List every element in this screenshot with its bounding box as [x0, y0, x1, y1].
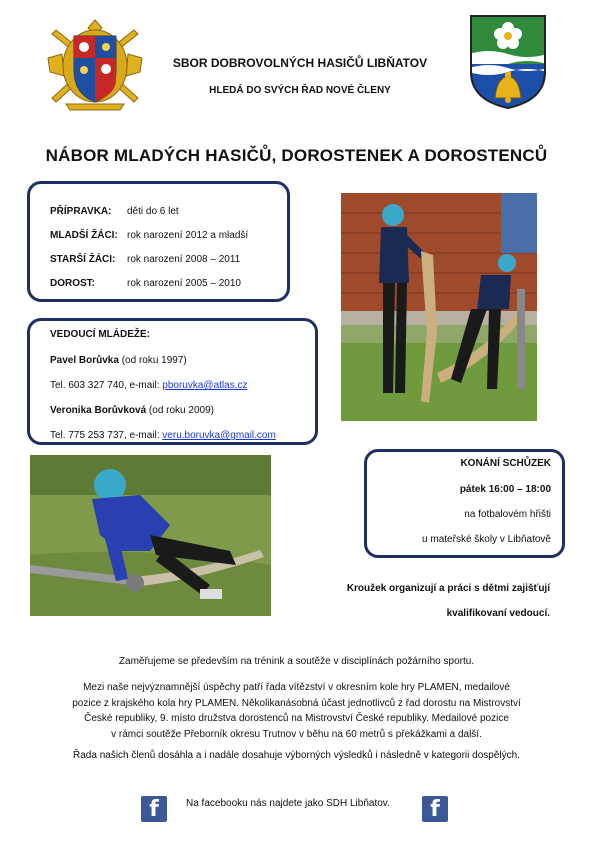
leader-since: (od roku 1997) [118, 355, 187, 366]
meetings-heading: KONÁNÍ SCHŮZEK [460, 458, 551, 469]
photo-firefighter-connecting-hose [30, 455, 271, 616]
category-label: DOROST: [50, 278, 95, 289]
leader-phone: Tel. 775 253 737, e-mail: [50, 430, 163, 441]
organization-subtitle: HLEDÁ DO SVÝCH ŘAD NOVÉ ČLENY [209, 85, 391, 96]
page-title: NÁBOR MLADÝCH HASIČŮ, DOROSTENEK A DOROSTENCŮ [45, 146, 548, 165]
facebook-text: Na facebooku nás najdete jako SDH Libňatov. [186, 798, 390, 809]
category-value: rok narození 2012 a mladší [127, 230, 249, 241]
fire-brigade-emblem-logo [46, 18, 144, 112]
facebook-icon[interactable]: f [141, 796, 167, 822]
municipal-coat-of-arms-logo [469, 14, 547, 110]
meeting-place: u mateřské školy v Libňatově [422, 534, 551, 545]
photo-firefighters-hoses [341, 193, 537, 421]
achievements-paragraph [30, 680, 563, 742]
category-value: rok narození 2005 – 2010 [127, 278, 241, 289]
category-row [50, 278, 241, 289]
achievements-line: České republiky, 9. místo družstva dorostenců na Mistrovství České republiky. Medailové pozice [84, 713, 509, 724]
leader-phone: Tel. 603 327 740, e-mail: [50, 380, 163, 391]
category-value: rok narození 2008 – 2011 [127, 254, 241, 265]
meetings-box [364, 449, 565, 558]
leader-email-link[interactable]: pboruvka@atlas.cz [162, 380, 248, 391]
category-label: MLADŠÍ ŽÁCI: [50, 230, 118, 241]
meeting-place: na fotbalovém hřišti [464, 509, 551, 520]
leader-name: Veronika Borůvková [50, 405, 147, 416]
club-note-line: Kroužek organizují a práci s dětmi zajišťují [346, 583, 550, 594]
members-paragraph: Řada našich členů dosáhla a i nadále dosahuje výborných výsledků i následně v kategorii dospělých. [73, 750, 520, 761]
youth-leaders-box [27, 318, 318, 445]
leader-since: (od roku 2009) [146, 405, 214, 416]
leader-contact-line [50, 380, 248, 391]
category-label: STARŠÍ ŽÁCI: [50, 254, 116, 265]
leader-email-link[interactable]: veru.boruvka@gmail.com [162, 430, 276, 441]
leader-name-line [50, 355, 187, 366]
facebook-icon[interactable]: f [422, 796, 448, 822]
achievements-line: pozice z krajského kola hry PLAMEN. Několikanásobná účast jednotlivců z řad dorostu na Mistrovství [72, 697, 521, 709]
category-label: PŘÍPRAVKA: [50, 206, 112, 217]
leaders-heading: VEDOUCÍ MLÁDEŽE: [50, 329, 150, 340]
category-row [50, 254, 241, 265]
category-value: děti do 6 let [127, 206, 179, 217]
meeting-time: pátek 16:00 – 18:00 [459, 484, 551, 495]
category-row [50, 206, 179, 217]
leader-name: Pavel Borůvka [50, 355, 119, 366]
achievements-line: v rámci soutěže Přeborník okresu Trutnov v běhu na 60 metrů s překážkami a další. [111, 728, 482, 740]
category-row [50, 230, 249, 241]
organization-name: SBOR DOBROVOLNÝCH HASIČŮ LIBŇATOV [172, 56, 428, 70]
age-categories-box [27, 181, 290, 302]
club-note-line: kvalifikovaní vedoucí. [446, 608, 550, 619]
leader-name-line [50, 405, 214, 416]
focus-paragraph: Zaměřujeme se především na trénink a soutěže v disciplínách požárního sportu. [118, 656, 475, 667]
achievements-line: Mezi naše nejvýznamnější úspěchy patří řada vítězství v okresním kole hry PLAMEN, medailové [83, 682, 510, 693]
leader-contact-line [50, 430, 276, 441]
